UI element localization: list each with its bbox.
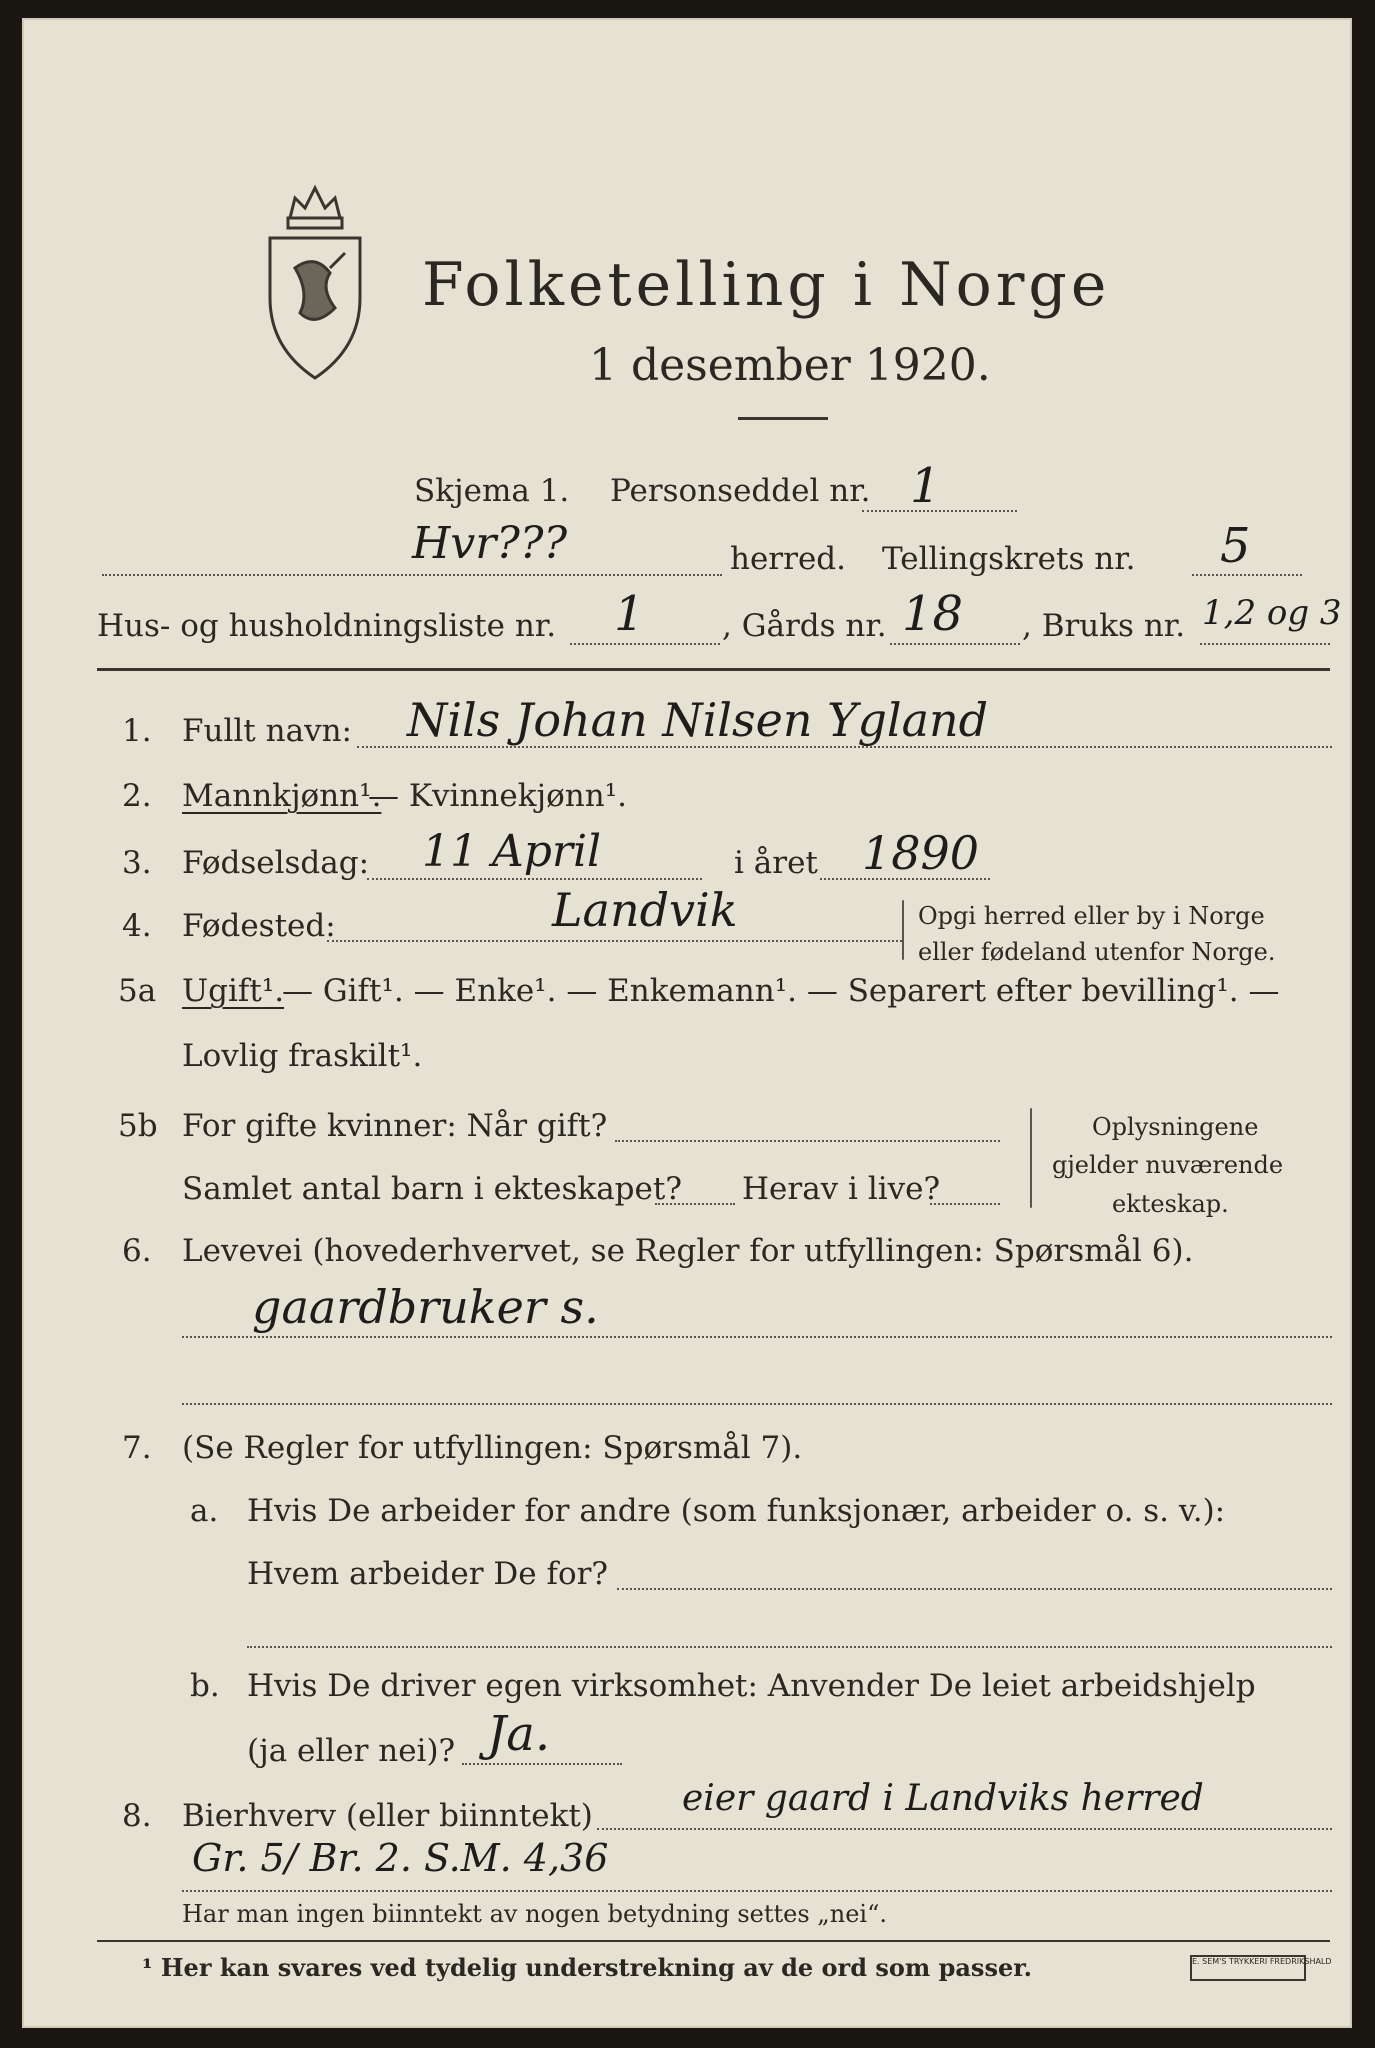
husliste-value: 1 — [614, 586, 645, 642]
q7b-yesno-label: (ja eller nei)? — [247, 1733, 456, 1769]
form-title: Folketelling i Norge — [422, 250, 1111, 320]
gards-value: 18 — [902, 586, 964, 642]
personseddel-label: Personseddel nr. — [610, 473, 871, 509]
printer-stamp: E. SEM'S TRYKKERI FREDRIKSHALD — [1190, 1955, 1306, 1981]
tellingskrets-line — [1192, 574, 1302, 576]
q5b-alive-label: Herav i live? — [742, 1171, 941, 1207]
full-name-value: Nils Johan Nilsen Ygland — [407, 693, 989, 747]
q5b-note-line3: ekteskap. — [1112, 1190, 1229, 1218]
form-date: 1 desember 1920. — [589, 340, 991, 391]
herred-label: herred. — [730, 541, 846, 577]
q7a-employer-line — [617, 1588, 1332, 1590]
q2-other-options: — Kvinnekjønn¹. — [368, 778, 627, 814]
herred-line — [102, 574, 722, 576]
q7a-label: Hvis De arbeider for andre (som funksjonær, arbeider o. s. v.): — [247, 1493, 1226, 1529]
q3-number: 3. — [122, 845, 152, 881]
side-income-value: eier gaard i Landviks herred — [682, 1778, 1204, 1819]
bruks-label: , Bruks nr. — [1022, 608, 1186, 644]
husliste-line — [570, 643, 720, 645]
q4-note-line1: Opgi herred eller by i Norge — [918, 902, 1265, 930]
gards-label: , Gårds nr. — [722, 608, 887, 644]
personseddel-value: 1 — [910, 458, 941, 514]
q5b-number: 5b — [118, 1108, 158, 1144]
q5b-note-brace — [1030, 1108, 1032, 1208]
q4-note-brace — [902, 900, 904, 960]
birthplace-value: Landvik — [552, 883, 738, 937]
occupation-value: gaardbruker s. — [252, 1280, 599, 1334]
skjema-label: Skjema 1. — [414, 473, 570, 509]
q3-year-label: i året — [734, 845, 818, 881]
q5a-ugift-option: Ugift¹. — [182, 973, 285, 1009]
q7a-number: a. — [190, 1493, 219, 1529]
gards-line — [890, 643, 1020, 645]
q5a-line2: Lovlig fraskilt¹. — [182, 1038, 423, 1074]
q8-line2 — [182, 1890, 1332, 1892]
q8-line1 — [597, 1828, 1332, 1830]
bruks-line — [1200, 643, 1330, 645]
q6-label: Levevei (hovederhvervet, se Regler for utfyllingen: Spørsmål 6). — [182, 1233, 1194, 1269]
q5b-note-line1: Oplysningene — [1092, 1113, 1259, 1141]
bruks-value: 1,2 og 3 — [1202, 593, 1342, 633]
q4-label: Fødested: — [182, 908, 336, 944]
footer-rule — [97, 1940, 1330, 1942]
q1-label: Fullt navn: — [182, 713, 352, 749]
header-rule — [97, 668, 1330, 671]
q8-note: Har man ingen biinntekt av nogen betydning settes „nei“. — [182, 1900, 887, 1928]
q6-line2 — [182, 1403, 1332, 1405]
q7b-label: Hvis De driver egen virksomhet: Anvender De leiet arbeidshjelp — [247, 1668, 1256, 1704]
title-divider — [738, 417, 828, 420]
q4-line — [327, 940, 902, 942]
q5b-children-label: Samlet antal barn i ekteskapet? — [182, 1171, 682, 1207]
q3-day-line — [367, 878, 702, 880]
hired-help-value: Ja. — [487, 1706, 551, 1762]
q7a-employer-label: Hvem arbeider De for? — [247, 1556, 609, 1592]
q7b-number: b. — [190, 1668, 220, 1704]
q7a-employer-line2 — [247, 1646, 1332, 1648]
q5a-number: 5a — [118, 973, 157, 1009]
q5b-married-line — [615, 1140, 1000, 1142]
q4-note-line2: eller fødeland utenfor Norge. — [918, 938, 1276, 966]
birth-year-value: 1890 — [862, 826, 980, 880]
q8-number: 8. — [122, 1798, 152, 1834]
q5b-children-line — [655, 1203, 735, 1205]
q5a-other-options: — Gift¹. — Enke¹. — Enkemann¹. — Separert efter bevilling¹. — — [282, 973, 1280, 1009]
herred-value: Hvr??? — [412, 518, 568, 569]
census-form-sheet — [22, 18, 1352, 2028]
side-income-value-2: Gr. 5/ Br. 2. S.M. 4,36 — [192, 1836, 609, 1880]
q6-line1 — [182, 1336, 1332, 1338]
husliste-label: Hus- og husholdningsliste nr. — [97, 608, 557, 644]
q4-number: 4. — [122, 908, 152, 944]
q8-label: Bierhverv (eller biinntekt) — [182, 1798, 593, 1834]
q1-number: 1. — [122, 713, 152, 749]
birthday-value: 11 April — [422, 826, 602, 877]
q5b-note-line2: gjelder nuværende — [1052, 1151, 1284, 1179]
norwegian-coat-of-arms-icon — [260, 178, 370, 388]
tellingskrets-label: Tellingskrets nr. — [882, 541, 1136, 577]
tellingskrets-value: 5 — [1220, 518, 1251, 574]
footnote: ¹ Her kan svares ved tydelig understrekning av de ord som passer. — [142, 1953, 1033, 1982]
q5b-label: For gifte kvinner: Når gift? — [182, 1108, 608, 1144]
q7-label: (Se Regler for utfyllingen: Spørsmål 7). — [182, 1430, 803, 1466]
q2-male-option: Mannkjønn¹. — [182, 778, 382, 814]
q7-number: 7. — [122, 1430, 152, 1466]
q5b-alive-line — [930, 1203, 1000, 1205]
q7b-yesno-line — [462, 1763, 622, 1765]
q2-number: 2. — [122, 778, 152, 814]
q6-number: 6. — [122, 1233, 152, 1269]
q3-label: Fødselsdag: — [182, 845, 370, 881]
